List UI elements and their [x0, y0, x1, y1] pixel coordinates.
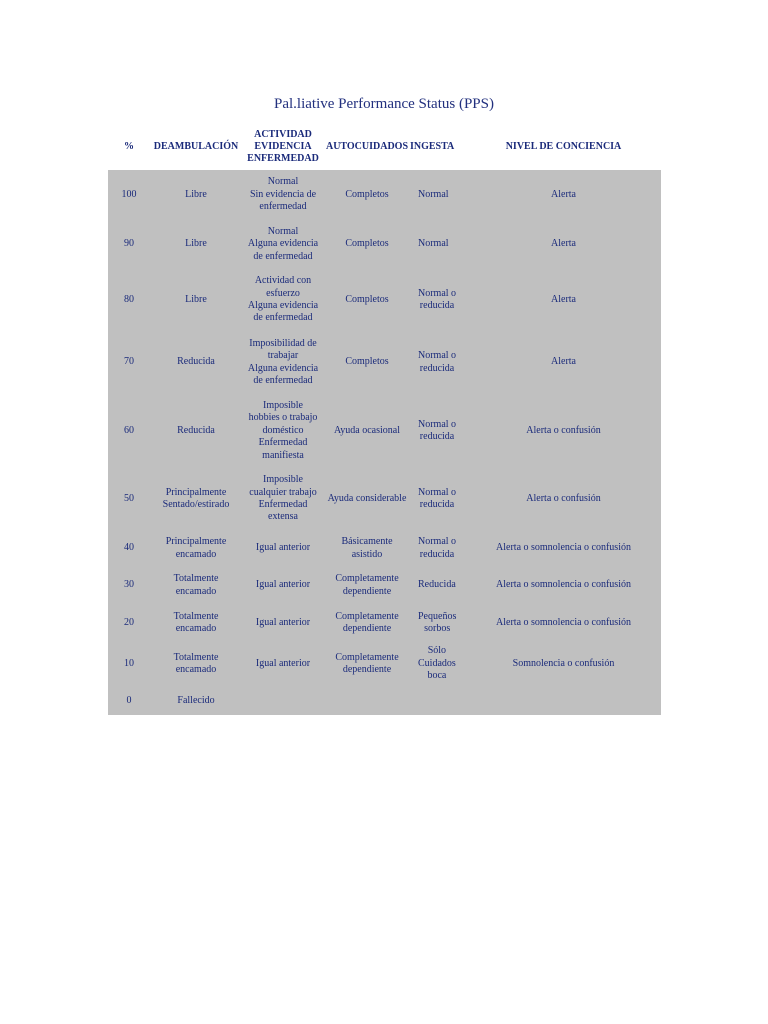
cell-nivel-conciencia: Alerta o confusión: [526, 424, 601, 436]
cell-percent: 10: [124, 657, 134, 669]
cell-percent: 50: [124, 492, 134, 504]
cell-autocuidados: Básicamente asistido: [341, 536, 393, 560]
cell-deambulacion: Libre: [185, 238, 207, 250]
cell-nivel-conciencia: Somnolencia o confusión: [512, 657, 615, 669]
cell-percent: 40: [124, 542, 134, 554]
cell-autocuidados: Ayuda ocasional: [333, 424, 400, 436]
table-row: [108, 269, 661, 331]
table-header: [108, 124, 661, 170]
table-row: [108, 331, 661, 394]
cell-actividad: Igual anterior: [255, 657, 311, 669]
cell-deambulacion: Libre: [185, 188, 207, 200]
cell-ingesta: Normal o reducida: [418, 287, 457, 311]
cell-actividad: Igual anterior: [255, 542, 311, 554]
table-row: [108, 567, 661, 604]
table-row: [108, 642, 661, 686]
cell-autocuidados: Completos: [345, 356, 389, 368]
cell-autocuidados: Completamente dependiente: [335, 610, 399, 634]
cell-deambulacion: Totalmente encamado: [173, 573, 219, 597]
cell-nivel-conciencia: Alerta o somnolencia o confusión: [496, 616, 631, 628]
cell-autocuidados: Ayuda considerable: [327, 492, 407, 504]
table-row: [108, 170, 661, 220]
header-nivel-conciencia: NIVEL DE CONCIENCIA: [505, 141, 622, 152]
table-row: [108, 220, 661, 269]
cell-autocuidados: Completamente dependiente: [335, 573, 399, 597]
pps-table: [108, 124, 661, 706]
cell-nivel-conciencia: Alerta o confusión: [526, 492, 601, 504]
cell-nivel-conciencia: Alerta o somnolencia o confusión: [496, 542, 631, 554]
header-percent: %: [124, 141, 134, 152]
header-autocuidados: AUTOCUIDADOS: [325, 141, 409, 152]
cell-autocuidados: [324, 686, 410, 716]
cell-ingesta: Pequeños sorbos: [418, 610, 457, 634]
cell-autocuidados: Completos: [345, 293, 389, 305]
header-ingesta: INGESTA: [410, 141, 455, 152]
cell-deambulacion: Totalmente encamado: [173, 610, 219, 634]
cell-actividad: Igual anterior: [255, 616, 311, 628]
cell-ingesta: Normal: [418, 238, 449, 250]
header-deambulacion: DEAMBULACIÓN: [153, 141, 239, 152]
cell-actividad: Normal Sin evidencia de enfermedad: [249, 176, 317, 213]
cell-actividad: Imposible hobbies o trabajo doméstico Enfermedad manifiesta: [248, 399, 318, 461]
cell-autocuidados: Completamente dependiente: [335, 651, 399, 675]
cell-percent: 20: [124, 616, 134, 628]
page-title: Pal.liative Performance Status (PPS): [274, 96, 494, 112]
cell-actividad: Imposibilidad de trabajar Alguna evidencia de enfermedad: [247, 337, 319, 386]
cell-percent: 0: [126, 694, 132, 706]
cell-deambulacion: Principalmente Sentado/estirado: [162, 486, 230, 510]
cell-percent: 80: [124, 293, 134, 305]
cell-autocuidados: Completos: [345, 238, 389, 250]
cell-actividad: Actividad con esfuerzo Alguna evidencia de enfermedad: [247, 275, 319, 324]
cell-ingesta: Reducida: [418, 579, 456, 591]
cell-ingesta: Normal o reducida: [418, 418, 457, 442]
cell-actividad: Imposible cualquier trabajo Enfermedad extensa: [249, 474, 317, 523]
cell-ingesta: Sólo Cuidados boca: [418, 645, 456, 682]
table-row: [108, 686, 661, 716]
cell-actividad: Igual anterior: [255, 579, 311, 591]
cell-actividad: [242, 686, 324, 716]
cell-deambulacion: Reducida: [177, 356, 215, 368]
cell-nivel-conciencia: Alerta o somnolencia o confusión: [496, 579, 631, 591]
table-row: [108, 468, 661, 530]
cell-autocuidados: Completos: [345, 188, 389, 200]
cell-deambulacion: Fallecido: [177, 694, 215, 706]
cell-deambulacion: Reducida: [177, 424, 215, 436]
cell-ingesta: Normal: [418, 188, 449, 200]
cell-ingesta: Normal o reducida: [418, 486, 457, 510]
cell-percent: 30: [124, 579, 134, 591]
cell-percent: 60: [124, 424, 134, 436]
cell-nivel-conciencia: Alerta: [551, 238, 576, 250]
cell-ingesta: Normal o reducida: [418, 536, 457, 560]
table-row: [108, 530, 661, 567]
cell-nivel-conciencia: Alerta: [551, 293, 576, 305]
cell-nivel-conciencia: Alerta: [551, 188, 576, 200]
cell-percent: 90: [124, 238, 134, 250]
table-body: [108, 170, 661, 715]
table-row: [108, 394, 661, 468]
cell-ingesta: Normal o reducida: [418, 350, 457, 374]
cell-percent: 100: [121, 188, 137, 200]
cell-deambulacion: Principalmente encamado: [165, 536, 227, 560]
cell-deambulacion: Libre: [185, 293, 207, 305]
cell-actividad: Normal Alguna evidencia de enfermedad: [247, 225, 319, 262]
cell-ingesta: [410, 686, 466, 716]
cell-nivel-conciencia: [466, 686, 661, 716]
cell-nivel-conciencia: Alerta: [551, 356, 576, 368]
header-actividad: ACTIVIDAD EVIDENCIA ENFERMEDAD: [247, 129, 319, 164]
cell-deambulacion: Totalmente encamado: [173, 651, 219, 675]
table-row: [108, 604, 661, 642]
cell-percent: 70: [124, 356, 134, 368]
